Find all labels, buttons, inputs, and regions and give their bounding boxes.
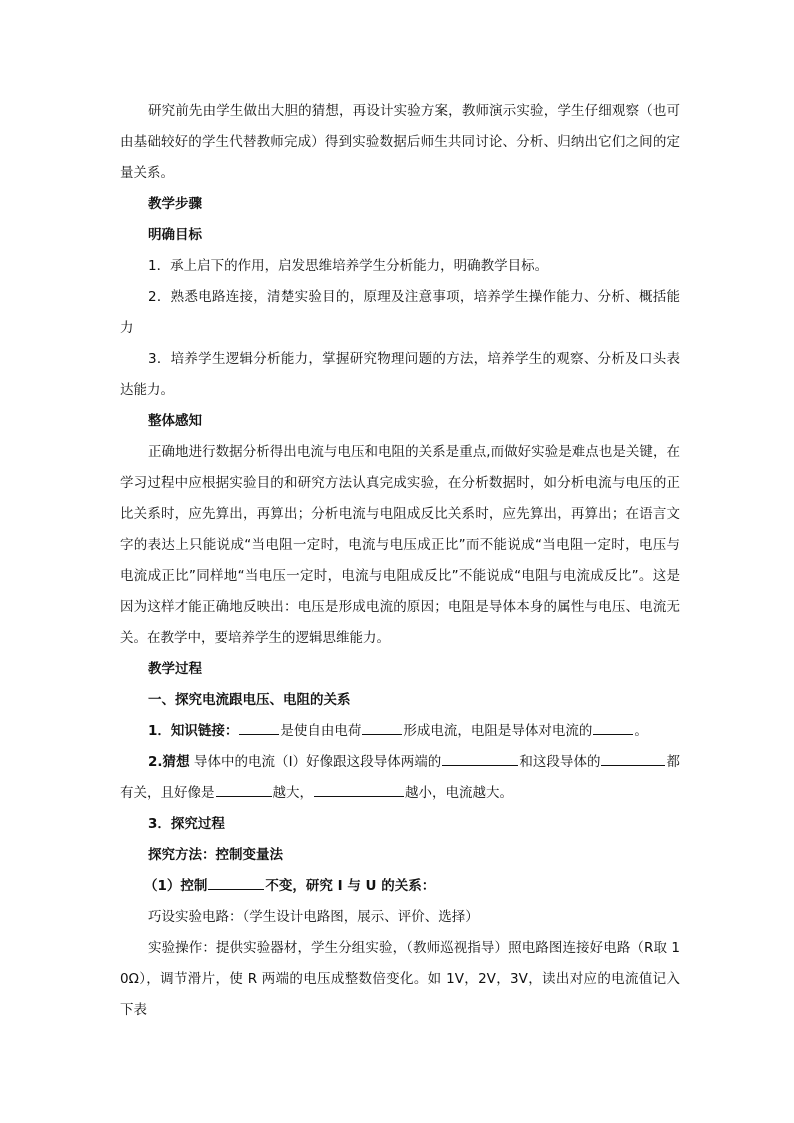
fill-blank[interactable] (601, 751, 665, 766)
step-1-control: （1）控制 不变，研究 I 与 U 的关系： (120, 871, 680, 902)
guess-label: 2.猜想 (148, 754, 190, 770)
fill-blank[interactable] (208, 875, 264, 890)
section-1-title: 一、探究电流跟电压、电阻的关系 (148, 692, 351, 708)
goal-item-3: 3．培养学生逻辑分析能力，掌握研究物理问题的方法，培养学生的观察、分析及口头表达能力。 (120, 351, 680, 398)
fill-blank[interactable] (442, 751, 518, 766)
fill-blank[interactable] (314, 782, 404, 797)
knowledge-link-question: 1．知识链接： 是使自由电荷 形成电流，电阻是导体对电流的 。 (120, 716, 680, 747)
knowledge-link-label: 1．知识链接： (148, 723, 239, 739)
goals-heading: 明确目标 (148, 227, 202, 243)
fill-blank[interactable] (216, 782, 272, 797)
fill-blank[interactable] (239, 720, 279, 735)
overview-paragraph: 正确地进行数据分析得出电流与电压和电阻的关系是重点,而做好实验是难点也是关键，在学习过程中应根据实验目的和研究方法认真完成实验，在分析数据时，如分析电流与电压的正比关系时，应先算出，再算出；分析电流与电阻成反比关系时，应先算出，再算出；在语言文字的表达上只能说成“当电阻一定时，电流与电压成正比”而不能说成“当电阻一定时，电压与电流成正比”同样地“当电压一定时，电流与电阻成反比”不能说成“电阻与电流成反比”。这是因为这样才能正确地反映出：电压是形成电流的原因；电阻是导体本身的属性与电压、电流无关。在教学中，要培养学生的逻辑思维能力。 (120, 444, 680, 646)
circuit-design-text: 巧设实验电路：（学生设计电路图，展示、评价、选择） (148, 909, 479, 925)
steps-heading: 教学步骤 (148, 196, 202, 212)
intro-paragraph: 研究前先由学生做出大胆的猜想，再设计实验方案，教师演示实验，学生仔细观察（也可由基础较好的学生代替教师完成）得到实验数据后师生共同讨论、分析、归纳出它们之间的定量关系。 (120, 103, 680, 181)
document-page (120, 96, 680, 1026)
overview-heading: 整体感知 (148, 413, 202, 429)
inquiry-method: 探究方法：控制变量法 (148, 847, 283, 863)
fill-blank[interactable] (362, 720, 402, 735)
inquiry-process-label: 3．探究过程 (148, 816, 225, 832)
guess-question: 2.猜想 导体中的电流（I）好像跟这段导体两端的 和这段导体的 都有关，且好像是 越大， 越小，电流越大。 (120, 747, 680, 809)
fill-blank[interactable] (593, 720, 633, 735)
process-heading: 教学过程 (148, 661, 202, 677)
experiment-operation-text: 实验操作：提供实验器材，学生分组实验，（教师巡视指导）照电路图连接好电路（R取 10Ω），调节滑片，使 R 两端的电压成整数倍变化。如 1V，2V，3V，读出对应的电流值记入下表 (120, 940, 680, 1018)
goal-item-1: 1．承上启下的作用，启发思维培养学生分析能力，明确教学目标。 (148, 258, 549, 274)
goal-item-2: 2．熟悉电路连接，清楚实验目的，原理及注意事项，培养学生操作能力、分析、概括能力 (120, 289, 680, 336)
